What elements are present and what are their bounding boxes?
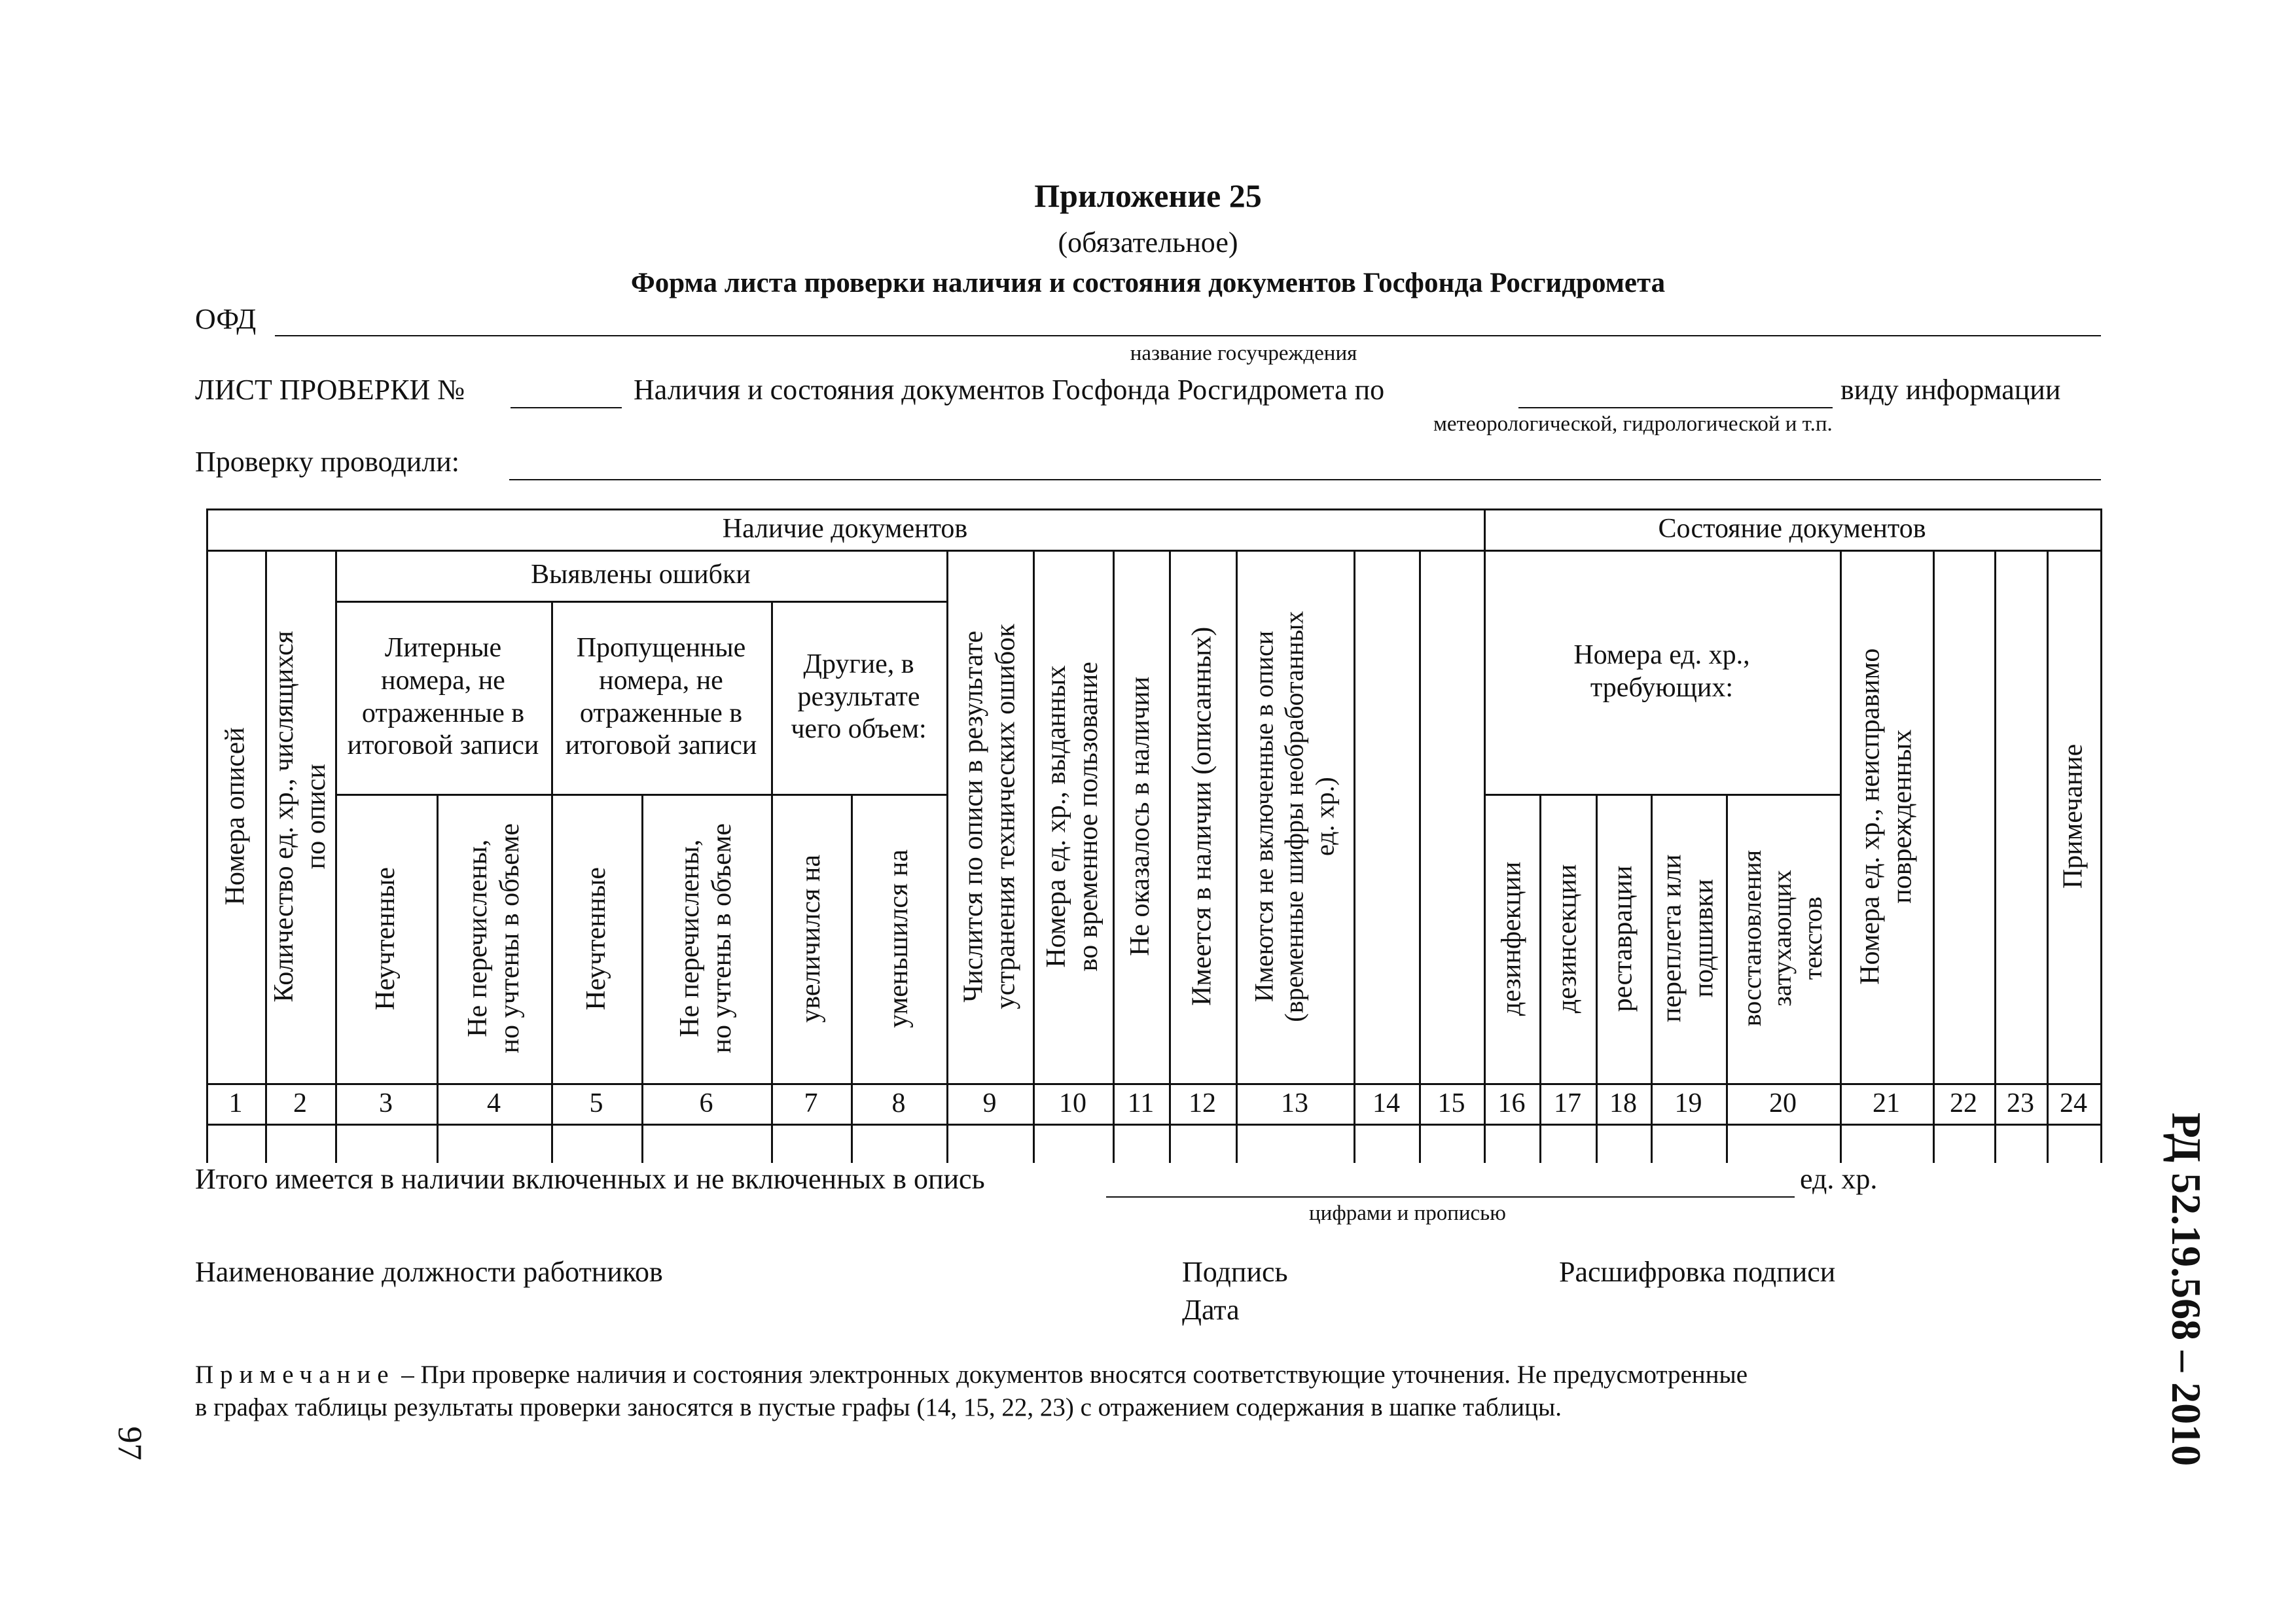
col-number: 22 <box>1950 1088 1977 1118</box>
appendix-status: (обязательное) <box>1058 226 1238 259</box>
page-number: 97 <box>111 1426 149 1460</box>
total-field[interactable] <box>1106 1196 1795 1198</box>
units-need-header: Номера ед. хр., требующих: <box>1573 639 1750 703</box>
col-number: 16 <box>1498 1088 1526 1118</box>
col-17-header: дезинсекции <box>1552 864 1583 1013</box>
col-number: 10 <box>1059 1088 1086 1118</box>
col-number: 14 <box>1372 1088 1400 1118</box>
col-3-header: Неучтенные <box>370 866 401 1010</box>
col-12-header: Имеется в наличии (описанных) <box>1187 626 1217 1007</box>
literal-numbers-header: Литерные номера, не отраженные в итоговой записи <box>347 633 539 761</box>
errors-found-header: Выявлены ошибки <box>531 560 751 590</box>
col-number: 18 <box>1609 1088 1637 1118</box>
total-unit: ед. хр. <box>1800 1163 1878 1195</box>
ofd-hint: название госучреждения <box>1130 342 1357 365</box>
form-title: Форма листа проверки наличия и состояния документов Госфонда Росгидромета <box>630 268 1666 298</box>
missed-numbers-header: Пропущенные номера, не отраженные в итоговой записи <box>565 633 757 761</box>
col-number: 8 <box>891 1088 906 1118</box>
col-number: 24 <box>2060 1088 2087 1118</box>
note-line-2: в графах таблицы результаты проверки заносятся в пустые графы (14, 15, 22, 23) с отражением содержания в шапке таблицы. <box>195 1393 1562 1421</box>
col-number: 11 <box>1127 1088 1155 1118</box>
col-2-header: Количество ед. хр., числящихся по описи <box>268 630 331 1003</box>
col-10-header: Номера ед. хр., выданных во временное пользование <box>1041 661 1103 972</box>
col-number: 15 <box>1437 1088 1465 1118</box>
table-data-row[interactable] <box>208 1126 2098 1162</box>
col-1-header: Номера описей <box>220 727 251 906</box>
sheet-label: ЛИСТ ПРОВЕРКИ № <box>195 374 465 406</box>
note-line-1: Примечание – При проверке наличия и состояния электронных документов вносятся соответствующие уточнения. Не предусмотренные <box>195 1361 1748 1389</box>
col-7-header: увеличился на <box>795 854 826 1023</box>
col-number: 4 <box>487 1088 501 1118</box>
total-label: Итого имеется в наличии включенных и не включенных в опись <box>195 1163 985 1195</box>
col-number: 19 <box>1674 1088 1702 1118</box>
ofd-label: ОФД <box>195 303 257 335</box>
appendix-title: Приложение 25 <box>1034 177 1262 214</box>
date-label: Дата <box>1182 1294 1240 1326</box>
col-5-header: Неучтенные <box>581 866 611 1010</box>
col-number: 23 <box>2007 1088 2034 1118</box>
col-number: 7 <box>804 1088 818 1118</box>
sheet-end-text: виду информации <box>1840 374 2061 406</box>
sheet-number-field[interactable] <box>511 407 622 408</box>
col-number: 9 <box>982 1088 997 1118</box>
col-number: 17 <box>1554 1088 1581 1118</box>
col-16-header: дезинфекции <box>1496 861 1527 1016</box>
col-13-header: Имеются не включенные в описи (временные шифры необработанных ед. хр.) <box>1249 611 1340 1022</box>
col-number: 20 <box>1769 1088 1797 1118</box>
col-8-header: уменьшился на <box>883 849 914 1028</box>
col-number: 13 <box>1281 1088 1308 1118</box>
col-6-header: Не перечислены, но учтены в объеме <box>675 823 737 1054</box>
total-hint: цифрами и прописью <box>1309 1202 1506 1225</box>
col-number: 5 <box>589 1088 603 1118</box>
sheet-hint: метеорологической, гидрологической и т.п. <box>1433 412 1833 436</box>
col-4-header: Не перечислены, но учтены в объеме <box>462 823 525 1054</box>
col-24-header: Примечание <box>2058 743 2089 889</box>
col-18-header: реставрации <box>1607 865 1638 1012</box>
position-label: Наименование должности работников <box>195 1256 663 1288</box>
col-11-header: Не оказалось в наличии <box>1125 676 1156 957</box>
other-errors-header: Другие, в результате чего объем: <box>791 649 927 745</box>
col-number: 21 <box>1873 1088 1900 1118</box>
info-type-field[interactable] <box>1518 407 1833 408</box>
checked-by-label: Проверку проводили: <box>195 446 459 478</box>
checked-by-field[interactable] <box>509 479 2101 480</box>
group-state-header: Состояние документов <box>1658 513 1926 544</box>
col-number: 3 <box>379 1088 393 1118</box>
ofd-name-field[interactable] <box>275 335 2101 336</box>
sheet-mid-text: Наличия и состояния документов Госфонда Росгидромета по <box>634 374 1385 406</box>
col-19-header: переплета или подшивки <box>1657 854 1719 1023</box>
group-presence-header: Наличие документов <box>722 513 968 544</box>
document-code: РД 52.19.568 – 2010 <box>2163 1112 2210 1467</box>
col-number: 2 <box>293 1088 307 1118</box>
signature-decode-label: Расшифровка подписи <box>1559 1256 1836 1288</box>
col-number: 6 <box>699 1088 713 1118</box>
col-9-header: Числится по описи в результате устранения технических ошибок <box>958 624 1020 1009</box>
col-20-header: восстановления затухающих текстов <box>1737 850 1828 1027</box>
col-21-header: Номера ед. хр., неисправимо поврежденных <box>1855 648 1917 985</box>
col-number: 12 <box>1189 1088 1216 1118</box>
col-number: 1 <box>228 1088 243 1118</box>
signature-label: Подпись <box>1182 1256 1288 1288</box>
note-label: Примечание <box>195 1361 395 1389</box>
